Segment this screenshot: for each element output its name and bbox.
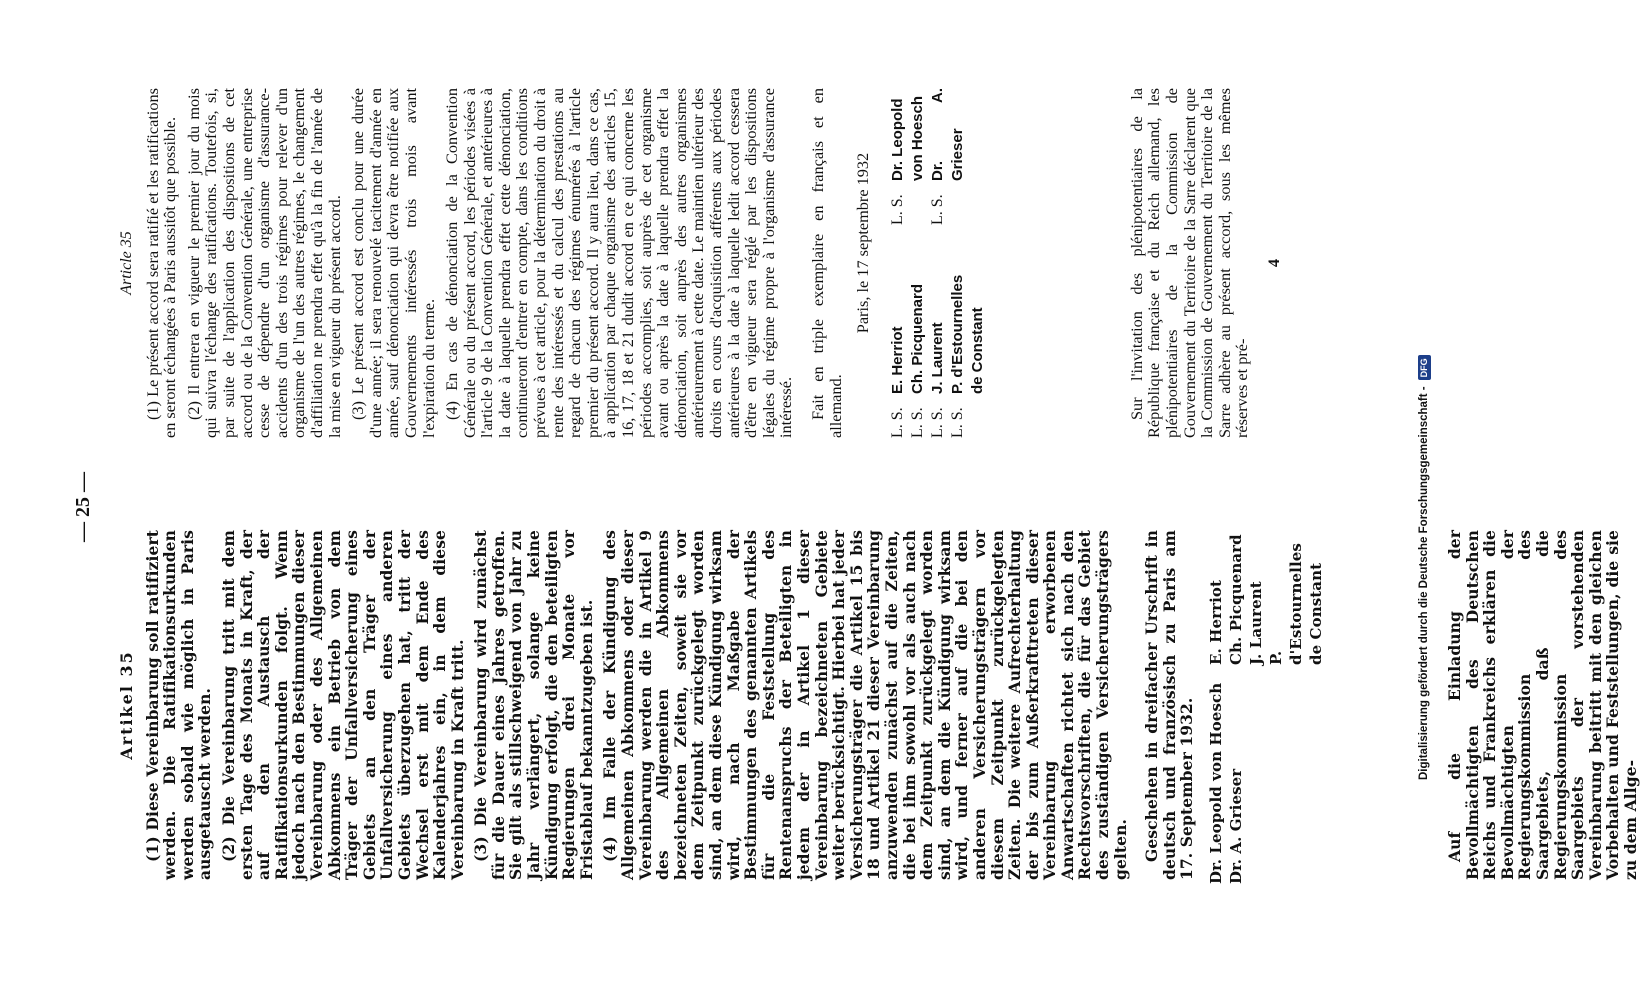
french-column (118, 88, 1283, 438)
french-paragraph-2: (2) Il entrera en vigueur le premier jour du mois qui suivra l'échange des ratifications. Toutefois, si, par suite de l'application des dispositions de cet accord ou de la Convention Générale, une entreprise cesse de dépendre d'un organisme d'assurance-accidents d'un des trois régimes pour relever d'un organisme de l'un des autres régimes, le changement d'affiliation ne prendra effet qu'à la fin de l'année de la mise en vigueur du présent accord. (183, 88, 344, 438)
footer-number: 4 (1263, 258, 1283, 268)
signature: E. Herriot (1207, 579, 1226, 665)
page-number: — 25 — (72, 472, 94, 542)
french-paragraph-1: (1) Le présent accord sera ratifié et les ratifications en seront échangées à Paris aussitôt que possible. (142, 88, 180, 438)
signature: P. d'Estournelles de Constant (1267, 543, 1326, 665)
signature: L. S. Ch. Picquenard (908, 283, 926, 438)
german-article-title: Artikel 35 (117, 650, 136, 760)
german-paragraph-4: (4) Im Falle der Kündigung des Allgemeinen Abkommens oder dieser Vereinbarung werden die in Artikel 9 des Allgemeinen Abkommens bezeichneten Zeiten, soweit sie vor dem Zeitpunkt zurückgelegt worden sind, an dem diese Kündigung wirksam wird, nach Maßgabe der Bestimmungen des genannten Artikels für die Feststellung des Rentenanspruchs der Beteiligten in jedem der in Artikel 1 dieser Vereinbarung bezeichneten Gebiete weiter berücksichtigt. Hierbei hat jeder Versicherungsträger die Artikel 15 bis 18 und Artikel 21 dieser Vereinbarung anzuwenden zunächst auf die Zeiten, die bei ihm sowohl vor als auch nach dem Zeitpunkt zurückgelegt worden sind, an dem die Kündigung wirksam wird, und ferner auf die bei den anderen Versicherungsträgern vor diesem Zeitpunkt zurückgelegten Zeiten. Die weitere Aufrechterhaltung der bis zum Außerkrafttreten dieser Vereinbarung erworbenen Anwartschaften richtet sich nach den Rechtsvorschriften, die für das Gebiet des zuständigen Versicherungsträgers gelten. (600, 530, 1130, 880)
signature: Dr. Leopold von Hoesch (1207, 682, 1226, 884)
german-paragraph-1: (1) Diese Vereinbarung soll ratifiziert werden. Die Ratifikationsurkunden werden sobald wie möglich in Paris ausgetauscht werden. (142, 530, 215, 880)
german-paragraph-3: (3) Die Vereinbarung wird zunächst für die Dauer eines Jahres getroffen. Sie gilt als stillschweigend von Jahr zu Jahr verlängert, solange keine Kündigung erfolgt, die den beteiligten Regierungen drei Monate vor Fristablauf bekanntzugeben ist. (471, 530, 596, 880)
french-paragraph-4: (4) En cas de dénonciation de la Convention Générale ou du présent accord, les périodes visées à l'article 9 de la Convention Générale, et antérieures à la date à laquelle prendra effet cette dénonciation, continueront d'entrer en compte, dans les conditions prévues à cet article, pour la détermination du droit à rente des intéressés et du calcul des prestations au regard de chacun des régimes énumérés à l'article premier du présent accord. Il y aura lieu, dans ce cas, à application par chaque organisme des articles 15, 16, 17, 18 et 21 dudit accord en ce qui concerne les périodes accomplies, soit auprès de cet organisme avant ou après la date à laquelle prendra effet la dénonciation, soit auprès des autres organismes antérieurement à cette date. Le maintien ultérieur des droits en cours d'acquisition afférents aux périodes antérieures à la date à laquelle ledit accord cessera d'être en vigueur sera réglé par les dispositions légales du régime propre à l'organisme d'assurance intéressé. (442, 88, 796, 438)
digitization-note (1416, 0, 1432, 1000)
signature: Ch. Picquenard (1227, 534, 1246, 665)
dfg-logo: DFG (1418, 355, 1431, 380)
german-bottom-paragraph: Auf die Einladung der Bevollmächtigten des Deutschen Reichs und Frankreichs erklären die Bevollmächtigten der Regierungskommission des Saargebiets, daß die Regierungskommission des Saargebiets der vorstehenden Vereinbarung beitritt mit den gleichen Vorbehalten und Feststellungen, die sie zu dem Allge- (1445, 530, 1640, 880)
german-column (117, 530, 1640, 884)
french-bottom-paragraph: Sur l'invitation des plénipotentiaires de la République française et du Reich allemand, les plénipotentiaires de la Commission de Gouvernement du Territoire de la Sarre déclarent que la Commission de Gouvernement du Territoire de la Sarre adhère au présent accord, sous les mêmes réserves et pré- (1126, 88, 1252, 438)
signature: L. S. J. Laurent (928, 322, 946, 438)
french-article-title: Article 35 (118, 231, 135, 295)
signature: L. S. P. d'Estournelles de Constant (948, 274, 986, 438)
french-signatures-right (888, 88, 968, 225)
french-signature-block (888, 88, 1008, 438)
seal-label: L. S. (888, 194, 906, 225)
french-done-at: Fait en triple exemplaire en français et en allemand. (807, 88, 845, 438)
signature: L. S. Dr. Leopold von Hoesch (888, 95, 926, 225)
german-signature-block (1206, 530, 1326, 884)
german-done-at: Geschehen in dreifacher Urschrift in deutsch und französisch zu Paris am 17. September 1932. (1142, 530, 1197, 880)
french-paragraph-3: (3) Le présent accord est conclu pour une durée d'une année; il sera renouvelé tacitement d'année en année, sauf dénonciation qui devra être notifiée aux Gouvernements intéressés trois mois avant l'expiration du terme. (348, 88, 438, 438)
french-signatures-left (888, 275, 988, 438)
signature: L. S. Dr. A. Grieser (928, 88, 966, 225)
seal-label: L. S. (888, 407, 906, 438)
french-date-line: Paris, le 17 septembre 1932 (853, 152, 873, 334)
seal-label: L. S. (928, 194, 946, 225)
digitization-text: Digitalisierung gefördert durch die Deutsche Forschungsgemeinschaft - (1418, 386, 1430, 780)
seal-label: L. S. (908, 407, 926, 438)
signature: J. Laurent (1247, 581, 1266, 665)
german-paragraph-2: (2) Die Vereinbarung tritt mit dem ersten Tage des Monats in Kraft, der auf den Austausch der Ratifikationsurkunden folgt. Wenn jedoch nach den Bestimmungen dieser Vereinbarung oder des Allgemeinen Abkommens ein Betrieb von dem Träger der Unfallversicherung eines Gebiets an den Träger der Unfallversicherung eines anderen Gebiets überzugehen hat, tritt der Wechsel erst mit dem Ende des Kalenderjahres ein, in dem diese Vereinbarung in Kraft tritt. (218, 530, 467, 880)
german-signatures-left (1206, 683, 1246, 884)
signature: L. S. E. Herriot (888, 326, 906, 438)
seal-label: L. S. (948, 407, 966, 438)
seal-label: L. S. (928, 407, 946, 438)
german-signatures-right (1206, 530, 1326, 665)
signature: Dr. A. Grieser (1227, 768, 1246, 884)
